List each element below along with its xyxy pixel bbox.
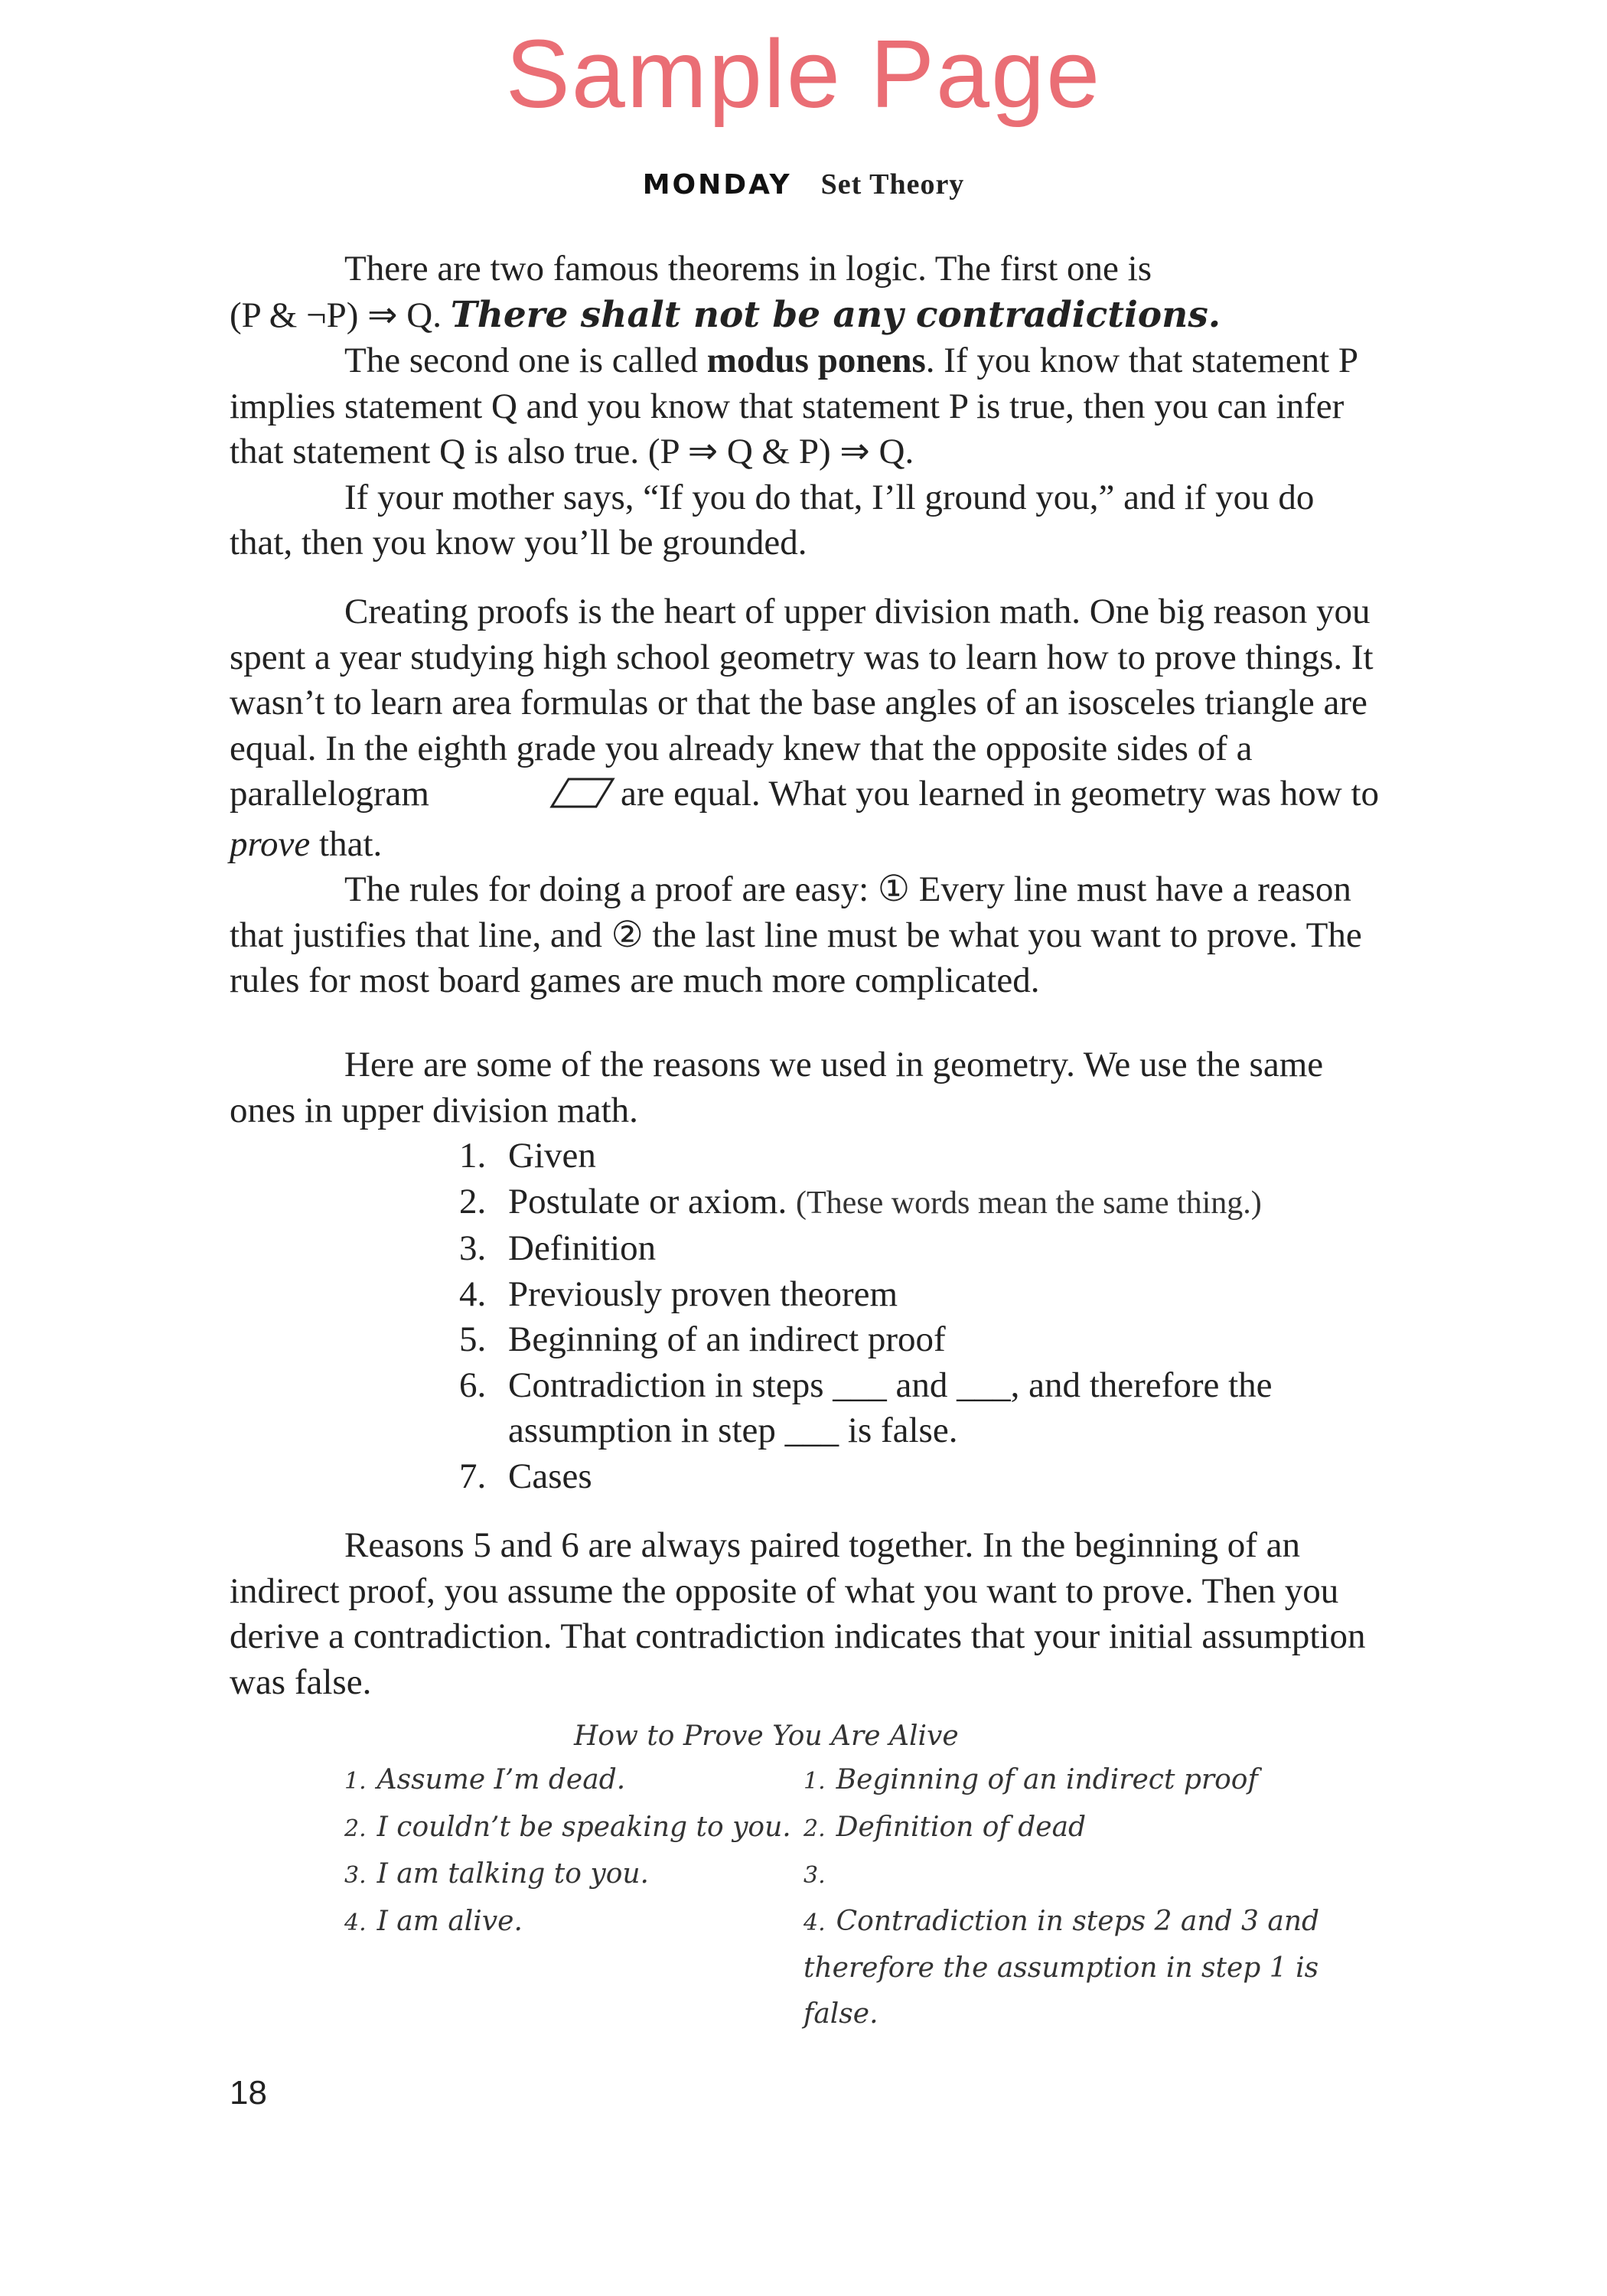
reason-text: Beginning of an indirect proof — [836, 1764, 1258, 1795]
list-item — [804, 1899, 1385, 2037]
parallelogram-icon — [434, 776, 616, 822]
text-span: Creating proofs is the heart of upper division math. One big reason you spent a year studying high school geometry was to learn how to prove things. It wasn’t to learn area formulas or that the base angles of an isosceles triangle are equal. In the eighth grade you already knew that the opposite sides of a parallelogram — [230, 592, 1374, 814]
list-text: Cases — [508, 1456, 592, 1496]
intro-section — [230, 246, 1385, 566]
proofs-section — [230, 589, 1385, 1004]
step-number: 2. — [344, 1815, 367, 1842]
step-text: I am talking to you. — [376, 1858, 650, 1890]
list-number: 1. — [459, 1136, 487, 1176]
indirect-proof-section — [230, 1523, 1385, 1705]
list-item — [344, 1757, 773, 1805]
list-number: 7. — [459, 1456, 487, 1496]
para-mother-example: If your mother says, “If you do that, I’ll ground you,” and if you do that, then you know you’ll be grounded. — [230, 477, 1315, 563]
blackletter-quote: There shalt not be any contradictions. — [450, 293, 1221, 336]
para-modus-ponens — [230, 338, 1385, 475]
list-number: 6. — [459, 1365, 487, 1405]
para-famous-theorems: There are two famous theorems in logic. The first one is — [344, 249, 1152, 289]
reasons-list — [459, 1133, 1416, 1499]
step-text: Assume I’m dead. — [376, 1764, 626, 1795]
para-reasons-intro: Here are some of the reasons we used in geometry. We use the same ones in upper division math. — [230, 1045, 1324, 1130]
example-steps — [344, 1757, 791, 1945]
list-item — [459, 1179, 1416, 1227]
text-span: . If you know that statement P implies statement Q and you know that statement P is true, then you can infer that statement Q is also true. (P ⇒ Q & P) ⇒ Q. — [230, 341, 1358, 471]
list-item — [344, 1899, 773, 1946]
chapter-heading — [0, 170, 1607, 199]
list-number: 5. — [459, 1319, 487, 1359]
list-text: Contradiction in steps ___ and ___, and therefore the assumption in step ___ is false. — [508, 1365, 1273, 1450]
list-item — [459, 1317, 1416, 1363]
modus-ponens-term: modus ponens — [706, 341, 926, 380]
para-indirect-proof: Reasons 5 and 6 are always paired together. In the beginning of an indirect proof, you assume the opposite of what you want to prove. Then you derive a contradiction. That contradiction indicates that your initial assumption was false. — [230, 1525, 1366, 1702]
reason-number: 1. — [804, 1768, 826, 1795]
list-number: 3. — [459, 1228, 487, 1268]
reason-text: Definition of dead — [836, 1811, 1087, 1843]
list-number: 4. — [459, 1274, 487, 1314]
list-text: Given — [508, 1136, 596, 1176]
list-text: Postulate or axiom. — [508, 1181, 796, 1221]
list-text: Beginning of an indirect proof — [508, 1319, 946, 1359]
list-text: Previously proven theorem — [508, 1274, 898, 1314]
list-item — [459, 1272, 1416, 1318]
list-item — [344, 1805, 791, 1852]
chapter-day: MONDAY — [642, 169, 792, 201]
step-number: 3. — [344, 1862, 367, 1889]
list-item — [804, 1805, 1385, 1852]
sample-page-watermark: Sample Page — [505, 20, 1102, 128]
reasons-intro — [230, 1042, 1385, 1133]
list-item — [459, 1133, 1416, 1179]
list-item — [459, 1226, 1416, 1272]
reason-number: 3. — [804, 1862, 826, 1889]
step-number: 4. — [344, 1909, 367, 1936]
reason-number: 2. — [804, 1815, 826, 1842]
example-title: How to Prove You Are Alive — [574, 1720, 959, 1752]
para-creating-proofs — [230, 589, 1385, 867]
contradiction-formula: (P & ¬P) ⇒ Q. — [230, 295, 451, 335]
text-span: The second one is called — [344, 341, 707, 380]
list-item — [459, 1363, 1416, 1454]
list-text: Definition — [508, 1228, 657, 1268]
list-item — [804, 1851, 1385, 1899]
step-text: I am alive. — [376, 1905, 523, 1937]
list-number: 2. — [459, 1181, 487, 1221]
list-item — [344, 1851, 773, 1899]
reason-number: 4. — [804, 1909, 826, 1936]
reason-text: Contradiction in steps 2 and 3 and therefore the assumption in step 1 is false. — [804, 1905, 1320, 2030]
text-span: are equal. What you learned in geometry was how to — [620, 774, 1380, 814]
list-note: (These words mean the same thing.) — [795, 1185, 1262, 1221]
example-reasons — [804, 1757, 1385, 2037]
page-number: 18 — [230, 2074, 267, 2112]
list-item — [459, 1454, 1416, 1500]
chapter-topic: Set Theory — [820, 168, 965, 201]
step-number: 1. — [344, 1768, 367, 1795]
text-span: that. — [310, 823, 383, 864]
step-text: I couldn’t be speaking to you. — [376, 1811, 791, 1843]
para-formula-line — [230, 292, 1385, 339]
list-item — [804, 1757, 1385, 1805]
para-proof-rules: The rules for doing a proof are easy: ① Every line must have a reason that justifies that line, and ② the last line must be what you want to prove. The rules for most board games are much more complicated. — [230, 869, 1362, 1000]
prove-emphasis: prove — [230, 823, 311, 864]
